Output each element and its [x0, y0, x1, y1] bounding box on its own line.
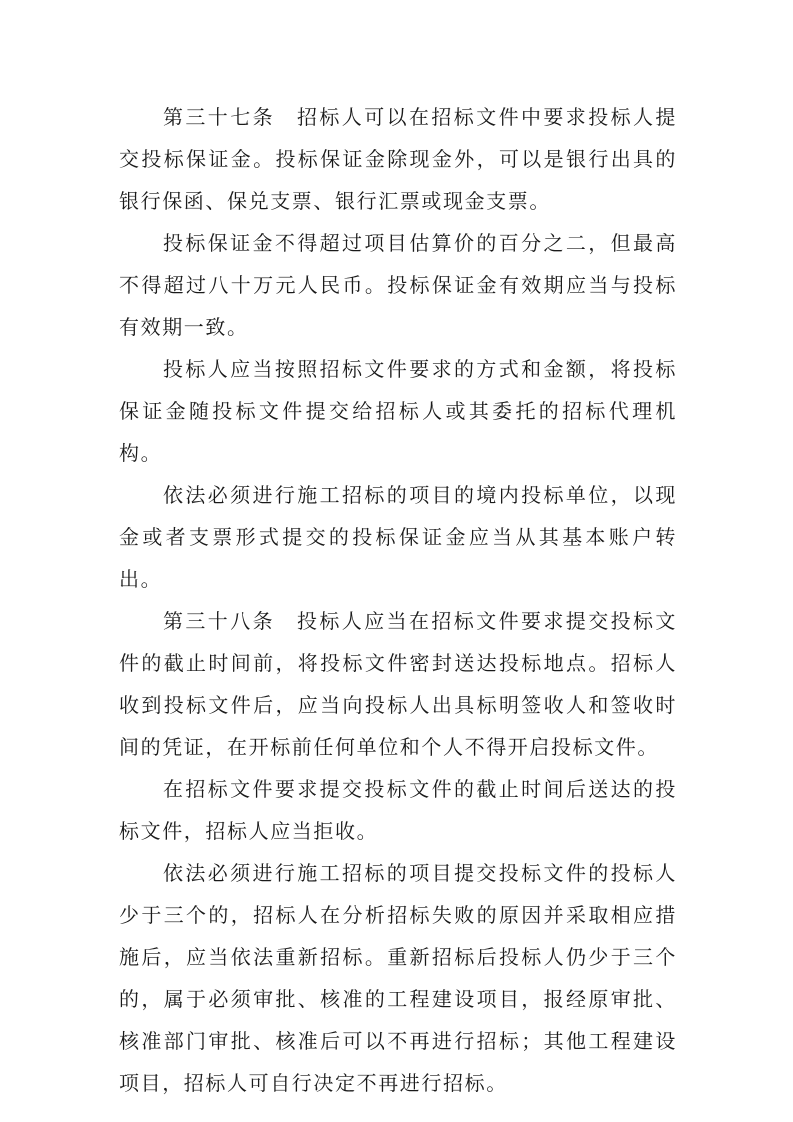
article-37-number: 第三十七条 [163, 105, 275, 129]
rebidding-paragraph: 依法必须进行施工招标的项目提交投标文件的投标人少于三个的，招标人在分析招标失败的原因并采取相应措施后，应当依法重新招标。重新招标后投标人仍少于三个的，属于必须审批、核准的工程建设项目，报经原审批、核准部门审批、核准后可以不再进行招标；其他工程建设项目，招标人可自行决定不再进行招标。 [119, 861, 677, 1095]
bid-bond-limit-paragraph: 投标保证金不得超过项目估算价的百分之二，但最高不得超过八十万元人民币。投标保证金有效期应当与投标有效期一致。 [119, 231, 677, 339]
article-37-text: 招标人可以在招标文件中要求投标人提交投标保证金。投标保证金除现金外，可以是银行出具的银行保函、保兑支票、银行汇票或现金支票。 [119, 105, 677, 213]
bid-bond-submission-paragraph: 投标人应当按照招标文件要求的方式和金额，将投标保证金随投标文件提交给招标人或其委托的招标代理机构。 [119, 357, 677, 465]
document-body [119, 96, 677, 1104]
article-38-paragraph [119, 600, 677, 768]
article-38-number: 第三十八条 [163, 609, 275, 633]
article-37-paragraph [119, 96, 677, 222]
late-submission-paragraph: 在招标文件要求提交投标文件的截止时间后送达的投标文件，招标人应当拒收。 [119, 777, 677, 843]
article-38-text: 投标人应当在招标文件要求提交投标文件的截止时间前，将投标文件密封送达投标地点。招标人收到投标文件后，应当向投标人出具标明签收人和签收时间的凭证，在开标前任何单位和个人不得开启投标文件。 [119, 609, 677, 759]
bid-bond-account-paragraph: 依法必须进行施工招标的项目的境内投标单位，以现金或者支票形式提交的投标保证金应当从其基本账户转出。 [119, 483, 677, 591]
